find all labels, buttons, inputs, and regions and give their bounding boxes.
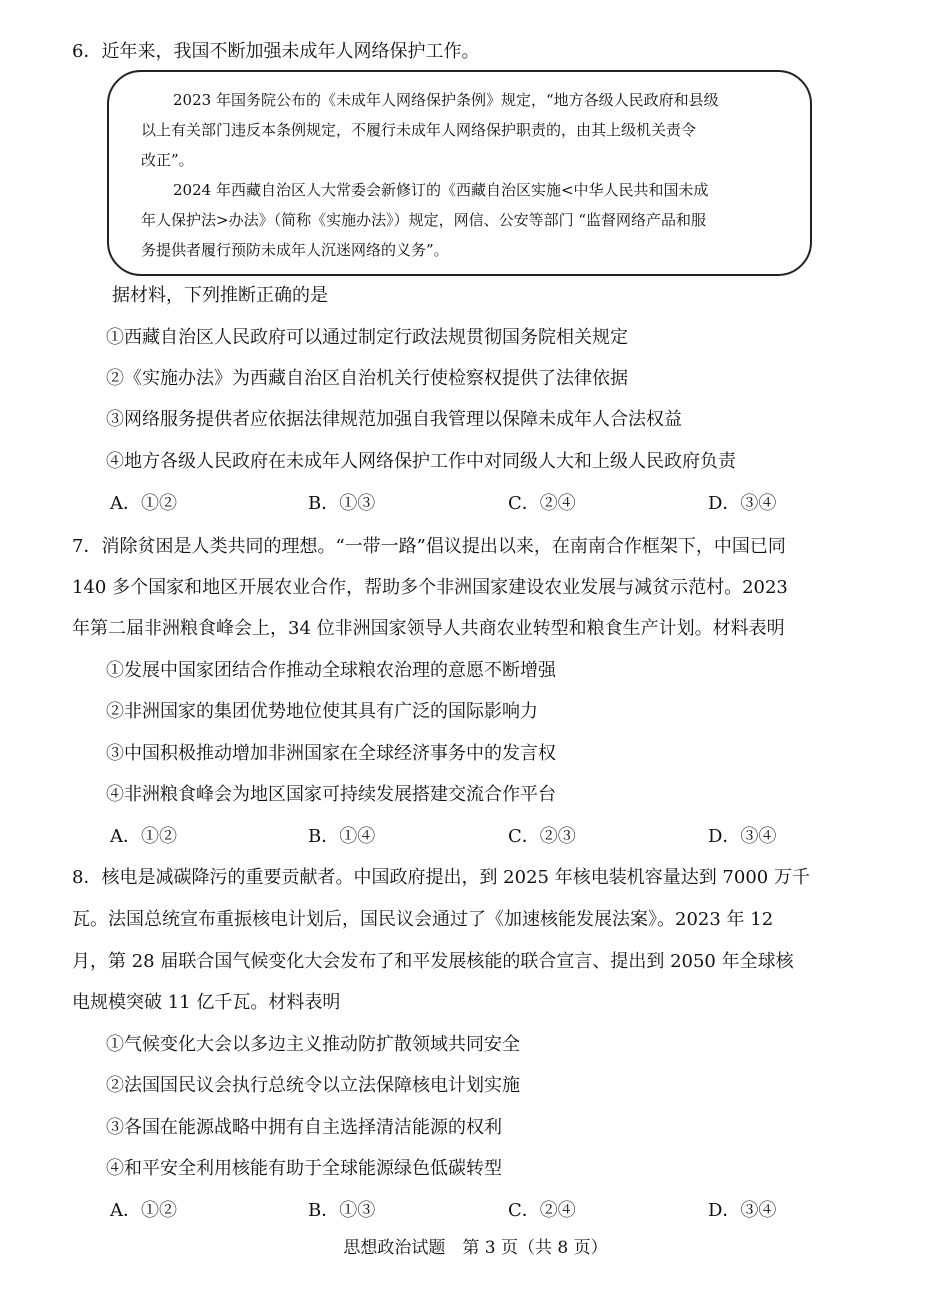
q8-stem-line: 电规模突破 11 亿千瓦。材料表明 <box>72 992 341 1013</box>
q7-stem-line: 140 多个国家和地区开展农业合作，帮助多个非洲国家建设农业发展与减贫示范村。2023 <box>72 577 788 598</box>
q8-option-b[interactable]: B．①③ <box>308 1200 376 1221</box>
q6-option-b[interactable]: B．①③ <box>308 493 376 514</box>
q8-option-a[interactable]: A．①② <box>110 1200 177 1221</box>
q8-stem-line: 瓦。法国总统宣布重振核电计划后，国民议会通过了《加速核能发展法案》。2023 年 12 <box>72 909 774 930</box>
material-line: 务提供者履行预防未成年人沉迷网络的义务”。 <box>141 241 449 259</box>
q6-option-a[interactable]: A．①② <box>110 493 177 514</box>
q6-item: ③网络服务提供者应依据法律规范加强自我管理以保障未成年人合法权益 <box>106 409 682 430</box>
material-line: 以上有关部门违反本条例规定，不履行未成年人网络保护职责的，由其上级机关责令 <box>141 121 697 139</box>
q6-item: ②《实施办法》为西藏自治区自治机关行使检察权提供了法律依据 <box>106 368 628 389</box>
page-footer: 思想政治试题 第 3 页（共 8 页） <box>343 1238 608 1258</box>
q7-item: ③中国积极推动增加非洲国家在全球经济事务中的发言权 <box>106 743 556 764</box>
q6-item: ①西藏自治区人民政府可以通过制定行政法规贯彻国务院相关规定 <box>106 327 628 348</box>
material-box <box>107 70 812 276</box>
q8-item: ④和平安全利用核能有助于全球能源绿色低碳转型 <box>106 1158 502 1179</box>
q7-item: ②非洲国家的集团优势地位使其具有广泛的国际影响力 <box>106 701 538 722</box>
q6-item: ④地方各级人民政府在未成年人网络保护工作中对同级人大和上级人民政府负责 <box>106 451 736 472</box>
q8-option-c[interactable]: C．②④ <box>508 1200 576 1221</box>
q8-option-d[interactable]: D．③④ <box>708 1200 777 1221</box>
material-line: 2024 年西藏自治区人大常委会新修订的《西藏自治区实施<中华人民共和国未成 <box>173 181 709 199</box>
q7-item: ①发展中国家团结合作推动全球粮农治理的意愿不断增强 <box>106 660 556 681</box>
q8-item: ①气候变化大会以多边主义推动防扩散领域共同安全 <box>106 1034 520 1055</box>
q6-option-d[interactable]: D．③④ <box>708 493 777 514</box>
q7-option-a[interactable]: A．①② <box>110 826 177 847</box>
q8-item: ③各国在能源战略中拥有自主选择清洁能源的权利 <box>106 1117 502 1138</box>
q7-stem-line: 年第二届非洲粮食峰会上，34 位非洲国家领导人共商农业转型和粮食生产计划。材料表明 <box>72 618 785 639</box>
q7-item: ④非洲粮食峰会为地区国家可持续发展搭建交流合作平台 <box>106 784 556 805</box>
material-line: 年人保护法>办法》（简称《实施办法》）规定，网信、公安等部门 “监督网络产品和服 <box>141 211 707 229</box>
q7-stem-line: 7．消除贫困是人类共同的理想。“一带一路”倡议提出以来，在南南合作框架下，中国已同 <box>72 536 786 557</box>
q7-option-b[interactable]: B．①④ <box>308 826 376 847</box>
q8-item: ②法国国民议会执行总统令以立法保障核电计划实施 <box>106 1075 520 1096</box>
q7-option-d[interactable]: D．③④ <box>708 826 777 847</box>
q6-stem: 6．近年来，我国不断加强未成年人网络保护工作。 <box>72 41 480 62</box>
material-line: 改正”。 <box>141 151 194 169</box>
q6-prompt: 据材料，下列推断正确的是 <box>112 285 328 306</box>
q6-option-c[interactable]: C．②④ <box>508 493 576 514</box>
q8-stem-line: 8．核电是减碳降污的重要贡献者。中国政府提出，到 2025 年核电装机容量达到 7000 万千 <box>72 867 810 888</box>
q7-option-c[interactable]: C．②③ <box>508 826 576 847</box>
material-line: 2023 年国务院公布的《未成年人网络保护条例》规定，“地方各级人民政府和县级 <box>173 91 719 109</box>
q8-stem-line: 月，第 28 届联合国气候变化大会发布了和平发展核能的联合宣言、提出到 2050 年全球核 <box>72 951 794 972</box>
